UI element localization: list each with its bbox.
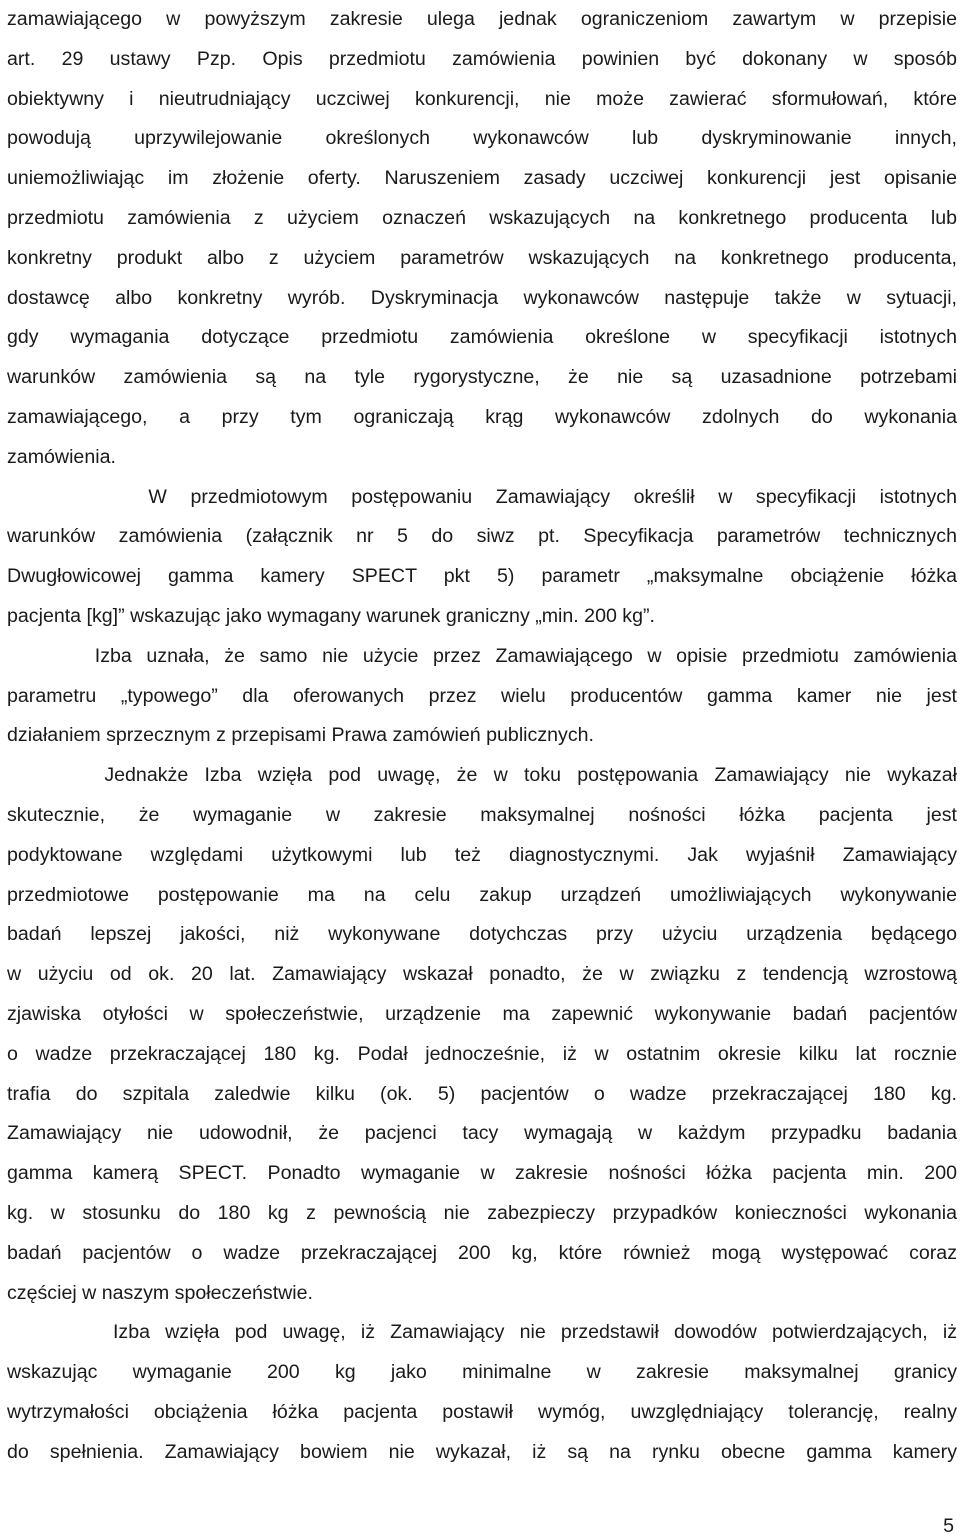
- page-number: 5: [943, 1515, 954, 1537]
- text-line: częściej w naszym społeczeństwie.: [7, 1281, 313, 1304]
- text-line: warunków zamówienia (załącznik nr 5 do siwz pt. Specyfikacja parametrów technicznych: [7, 525, 957, 548]
- text-line: zamówienia.: [7, 445, 116, 468]
- text-line: skutecznie, że wymaganie w zakresie maksymalnej nośności łóżka pacjenta jest: [7, 803, 957, 826]
- text-line: przedmiotu zamówienia z użyciem oznaczeń wskazujących na konkretnego producenta lub: [7, 206, 957, 229]
- text-line: dostawcę albo konkretny wyrób. Dyskryminacja wykonawców następuje także w sytuacji,: [7, 286, 957, 309]
- text-line: gdy wymagania dotyczące przedmiotu zamówienia określone w specyfikacji istotnych: [7, 326, 957, 349]
- text-line: warunków zamówienia są na tyle rygorystyczne, że nie są uzasadnione potrzebami: [7, 366, 957, 389]
- text-line: pacjenta [kg]” wskazując jako wymagany warunek graniczny „min. 200 kg”.: [7, 604, 655, 627]
- text-line: podyktowane względami użytkowymi lub też diagnostycznymi. Jak wyjaśnił Zamawiający: [7, 843, 957, 866]
- text-line: w użyciu od ok. 20 lat. Zamawiający wskazał ponadto, że w związku z tendencją wzrostową: [7, 963, 957, 986]
- text-line: art. 29 ustawy Pzp. Opis przedmiotu zamówienia powinien być dokonany w sposób: [7, 47, 957, 70]
- text-line: wskazując wymaganie 200 kg jako minimalne w zakresie maksymalnej granicy: [7, 1361, 957, 1384]
- text-line: konkretny produkt albo z użyciem parametrów wskazujących na konkretnego producenta,: [7, 246, 957, 269]
- text-line: działaniem sprzecznym z przepisami Prawa zamówień publicznych.: [7, 724, 594, 747]
- body-text: [7, 0, 957, 1472]
- text-line: Izba uznała, że samo nie użycie przez Zamawiającego w opisie przedmiotu zamówienia: [7, 644, 957, 667]
- text-line: powodują uprzywilejowanie określonych wykonawców lub dyskryminowanie innych,: [7, 127, 957, 150]
- text-line: wytrzymałości obciążenia łóżka pacjenta postawił wymóg, uwzględniający tolerancję, realny: [7, 1400, 957, 1423]
- text-line: gamma kamerą SPECT. Ponadto wymaganie w zakresie nośności łóżka pacjenta min. 200: [7, 1162, 957, 1185]
- text-line: W przedmiotowym postępowaniu Zamawiający określił w specyfikacji istotnych: [7, 485, 957, 508]
- text-line: o wadze przekraczającej 180 kg. Podał jednocześnie, iż w ostatnim okresie kilku lat rocznie: [7, 1042, 957, 1065]
- text-line: Zamawiający nie udowodnił, że pacjenci tacy wymagają w każdym przypadku badania: [7, 1122, 957, 1145]
- text-line: Dwugłowicowej gamma kamery SPECT pkt 5) parametr „maksymalne obciążenie łóżka: [7, 565, 957, 588]
- text-line: zamawiającego w powyższym zakresie ulega jednak ograniczeniom zawartym w przepisie: [7, 8, 957, 30]
- text-line: zamawiającego, a przy tym ograniczają krąg wykonawców zdolnych do wykonania: [7, 405, 957, 428]
- text-line: Izba wzięła pod uwagę, iż Zamawiający nie przedstawił dowodów potwierdzających, iż: [7, 1321, 957, 1344]
- text-line: badań pacjentów o wadze przekraczającej 200 kg, które również mogą występować coraz: [7, 1241, 957, 1264]
- text-line: badań lepszej jakości, niż wykonywane dotychczas przy użyciu urządzenia będącego: [7, 923, 957, 946]
- text-line: do spełnienia. Zamawiający bowiem nie wykazał, iż są na rynku obecne gamma kamery: [7, 1440, 957, 1463]
- text-line: kg. w stosunku do 180 kg z pewnością nie zabezpieczy przypadków konieczności wykonania: [7, 1201, 957, 1224]
- text-line: Jednakże Izba wzięła pod uwagę, że w toku postępowania Zamawiający nie wykazał: [7, 764, 957, 787]
- text-line: trafia do szpitala zaledwie kilku (ok. 5) pacjentów o wadze przekraczającej 180 kg.: [7, 1082, 957, 1105]
- text-line: uniemożliwiając im złożenie oferty. Naruszeniem zasady uczciwej konkurencji jest opisanie: [7, 167, 957, 190]
- text-line: przedmiotowe postępowanie ma na celu zakup urządzeń umożliwiających wykonywanie: [7, 883, 957, 906]
- text-line: zjawiska otyłości w społeczeństwie, urządzenie ma zapewnić wykonywanie badań pacjentów: [7, 1002, 957, 1025]
- text-line: parametru „typowego” dla oferowanych przez wielu producentów gamma kamer nie jest: [7, 684, 957, 707]
- text-line: obiektywny i nieutrudniający uczciwej konkurencji, nie może zawierać sformułowań, które: [7, 87, 957, 110]
